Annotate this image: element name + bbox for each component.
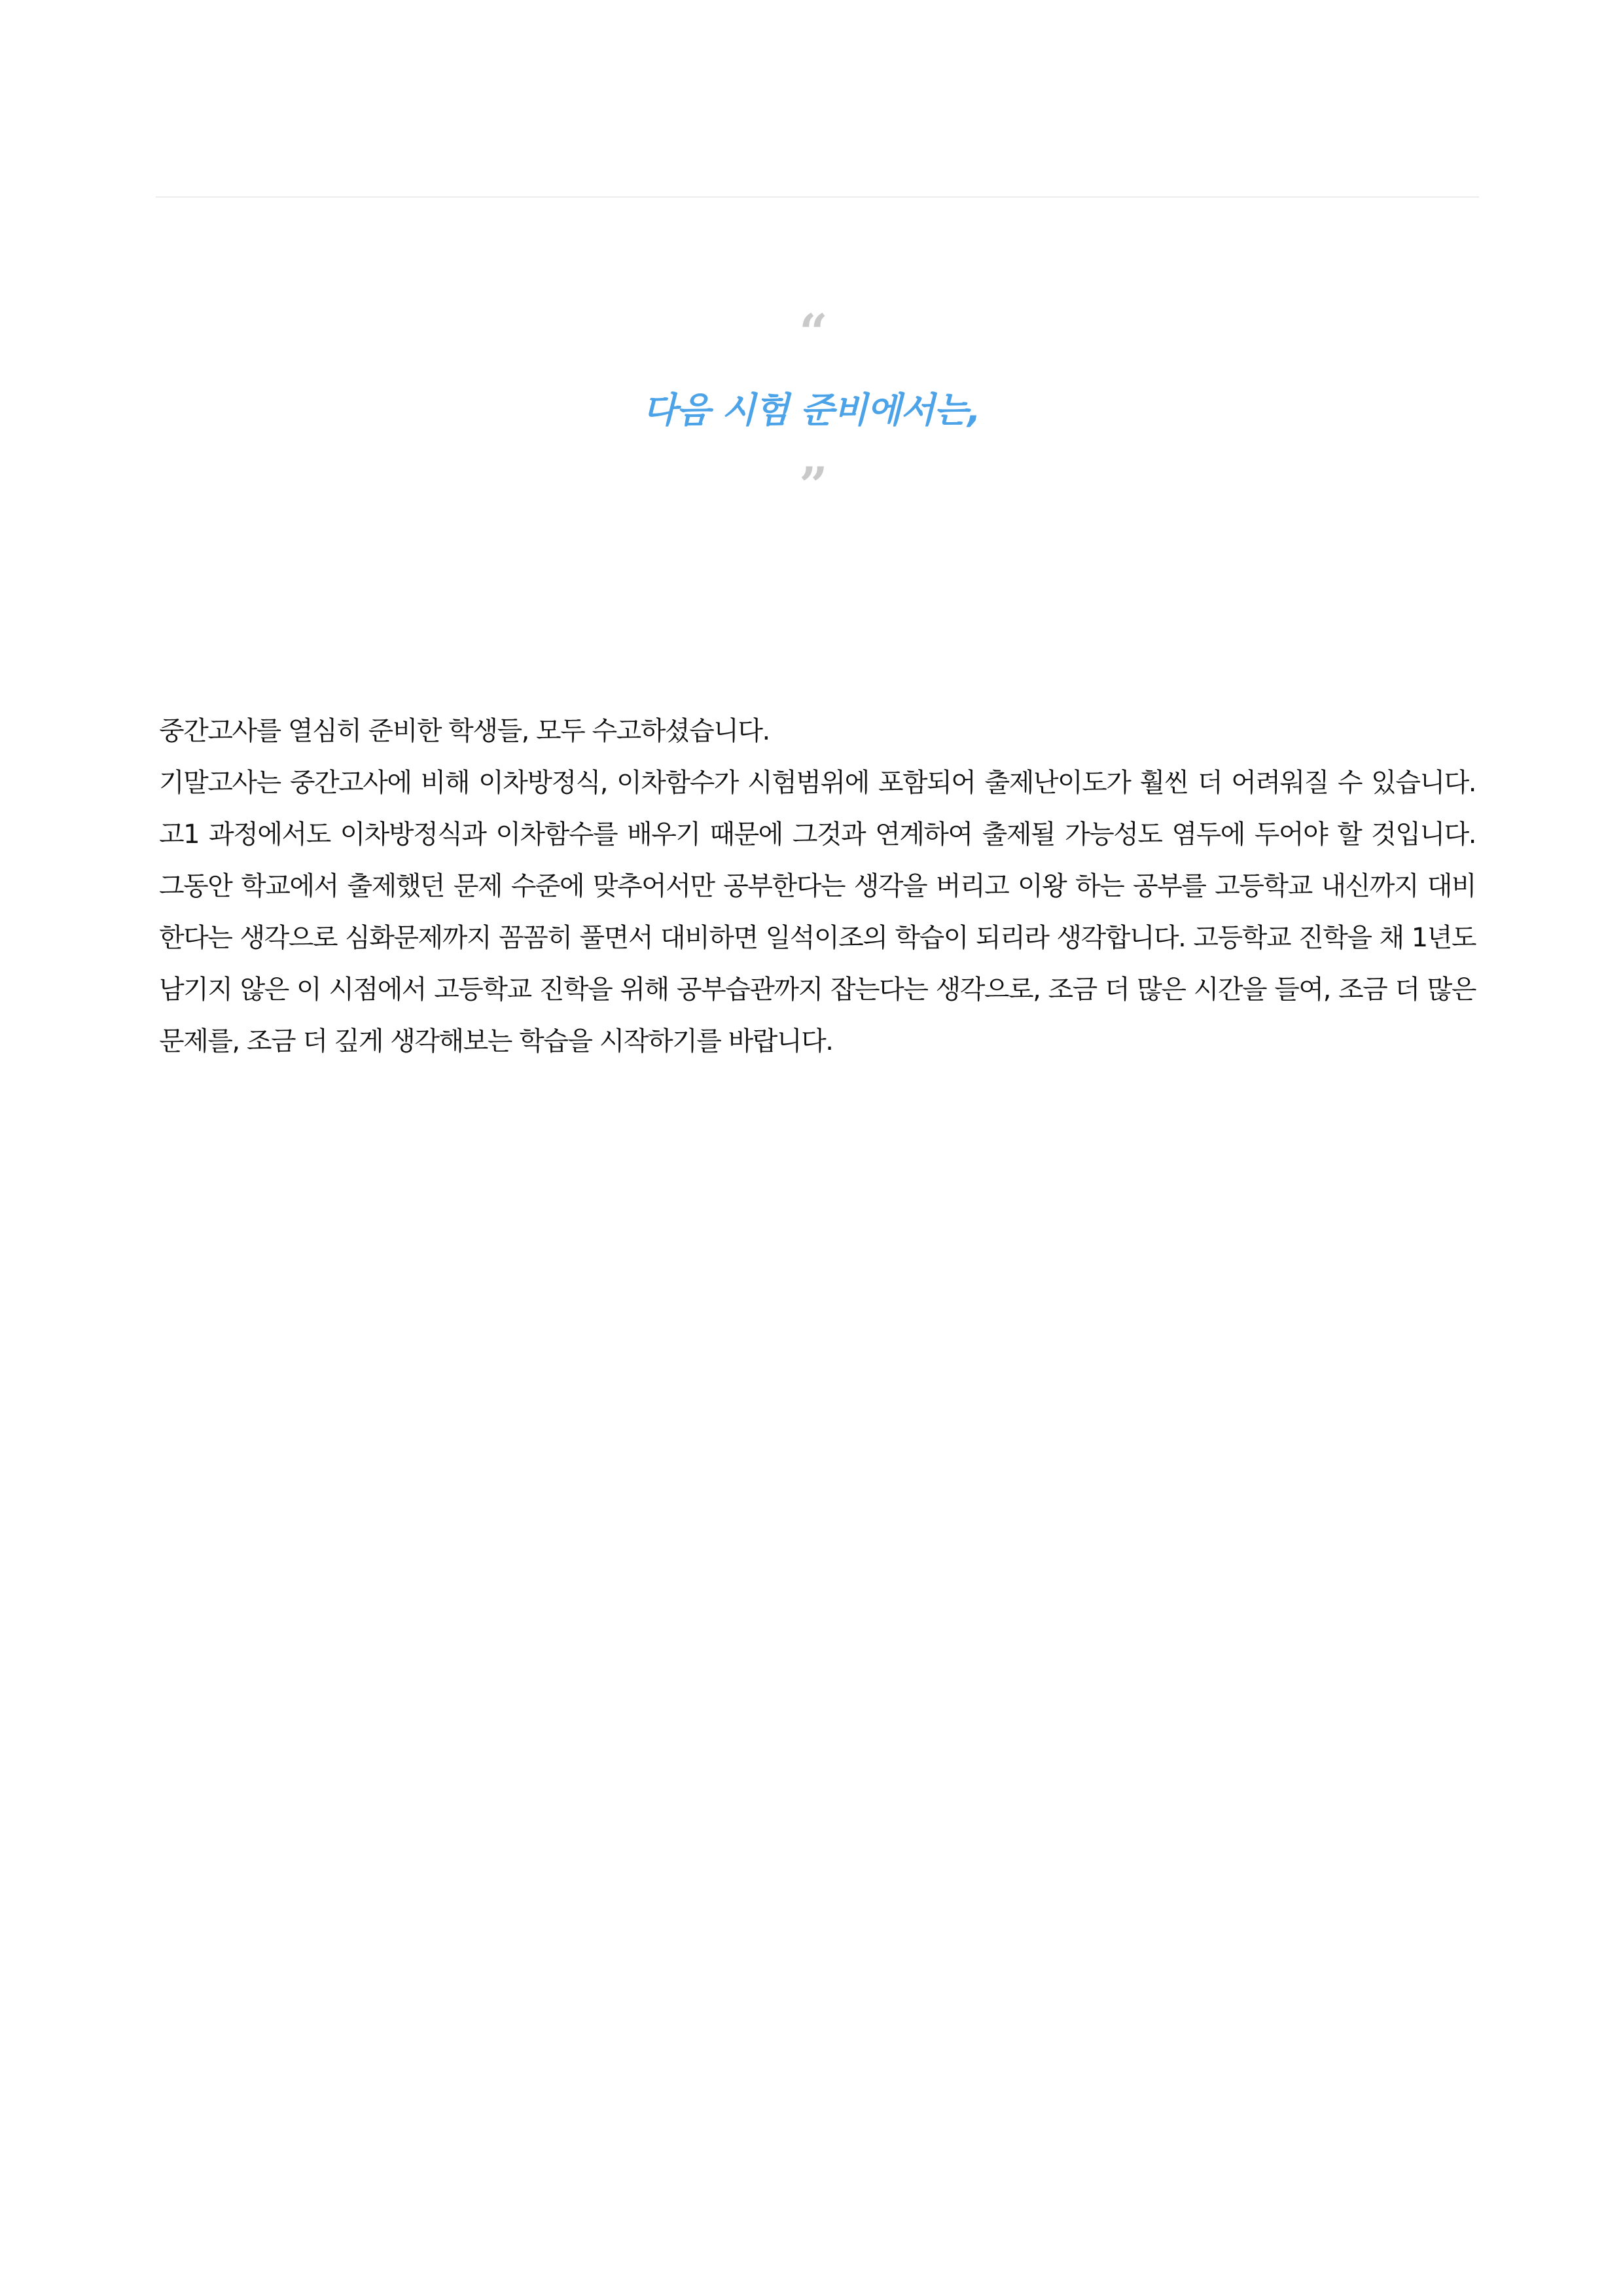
body-text: [159, 706, 1476, 1067]
section-title: 다음 시험 준비에서는,: [643, 389, 980, 431]
body-paragraph-greeting: 중간고사를 열심히 준비한 학생들, 모두 수고하셨습니다.: [159, 716, 770, 746]
open-quote-mark: “: [799, 303, 824, 361]
quote-block: [0, 303, 1623, 514]
header-divider: [156, 196, 1479, 198]
body-paragraph-advice: 기말고사는 중간고사에 비해 이차방정식, 이차함수가 시험범위에 포함되어 출제난이도가 훨씬 더 어려워질 수 있습니다. 고1 과정에서도 이차방정식과 이차함수를 배우기 때문에 그것과 연계하여 출제될 가능성도 염두에 두어야 할 것입니다. 그동안 학교에서 출제했던 문제 수준에 맞추어서만 공부한다는 생각을 버리고 이왕 하는 공부를 고등학교 내신까지 대비한다는 생각으로 심화문제까지 꼼꼼히 풀면서 대비하면 일석이조의 학습이 되리라 생각합니다. 고등학교 진학을 채 1년도 남기지 않은 이 시점에서 고등학교 진학을 위해 공부습관까지 잡는다는 생각으로, 조금 더 많은 시간을 들여, 조금 더 많은 문제를, 조금 더 깊게 생각해보는 학습을 시작하기를 바랍니다.: [159, 768, 1476, 1056]
close-quote-mark: ”: [799, 456, 824, 514]
